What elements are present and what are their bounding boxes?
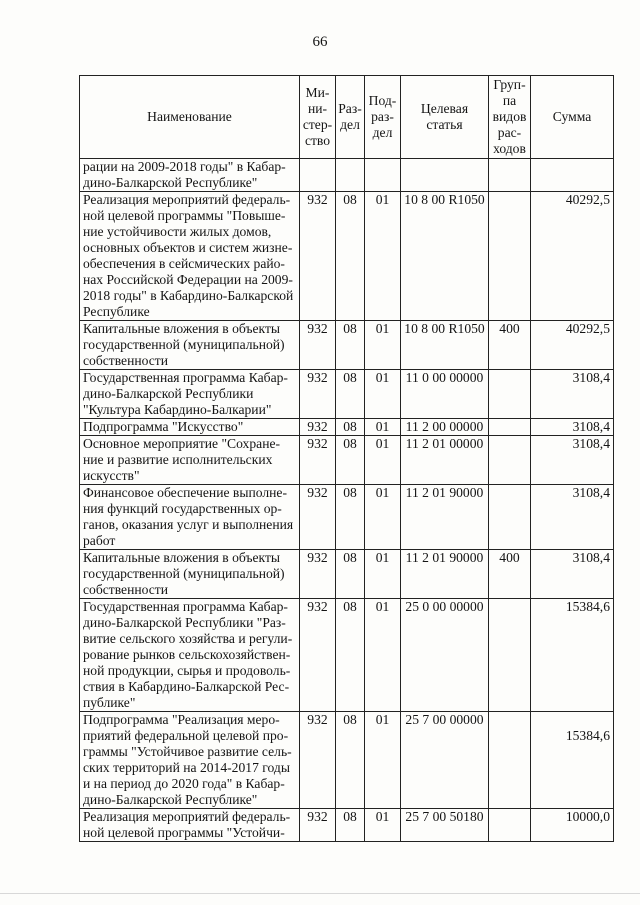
cell-section: 08 bbox=[336, 192, 365, 321]
cell-section: 08 bbox=[336, 809, 365, 842]
cell-section bbox=[336, 159, 365, 192]
cell-section: 08 bbox=[336, 712, 365, 809]
cell-amount: 10000,0 bbox=[531, 809, 614, 842]
cell-expense-group bbox=[489, 159, 531, 192]
cell-amount: 15384,6 bbox=[531, 599, 614, 712]
cell-section: 08 bbox=[336, 436, 365, 485]
cell-section: 08 bbox=[336, 485, 365, 550]
cell-ministry: 932 bbox=[300, 321, 336, 370]
cell-section: 08 bbox=[336, 370, 365, 419]
cell-ministry: 932 bbox=[300, 712, 336, 809]
cell-name: Капитальные вложения в объекты государственной (муниципальной) собственности bbox=[80, 321, 300, 370]
cell-expense-group: 400 bbox=[489, 550, 531, 599]
cell-ministry: 932 bbox=[300, 192, 336, 321]
cell-target-article: 10 8 00 R1050 bbox=[401, 321, 489, 370]
cell-expense-group bbox=[489, 370, 531, 419]
cell-subsection: 01 bbox=[365, 370, 401, 419]
header-expense-group: Груп- па видов рас- ходов bbox=[489, 76, 531, 159]
cell-expense-group bbox=[489, 599, 531, 712]
table-row bbox=[80, 321, 614, 370]
cell-name: Подпрограмма "Реализация меро- приятий федеральной целевой про- граммы "Устойчивое развитие сель- ских территорий на 2014-2017 годы и на период до 2020 года" в Кабар- дино-Балкарской Республике" bbox=[80, 712, 300, 809]
cell-subsection: 01 bbox=[365, 550, 401, 599]
cell-subsection: 01 bbox=[365, 599, 401, 712]
cell-target-article: 25 7 00 00000 bbox=[401, 712, 489, 809]
header-ministry: Ми- ни- стер- ство bbox=[300, 76, 336, 159]
cell-subsection: 01 bbox=[365, 485, 401, 550]
cell-target-article: 25 0 00 00000 bbox=[401, 599, 489, 712]
table-row bbox=[80, 419, 614, 436]
cell-expense-group bbox=[489, 485, 531, 550]
cell-section: 08 bbox=[336, 419, 365, 436]
header-amount: Сумма bbox=[531, 76, 614, 159]
cell-target-article: 10 8 00 R1050 bbox=[401, 192, 489, 321]
cell-name: Капитальные вложения в объекты государственной (муниципальной) собственности bbox=[80, 550, 300, 599]
cell-subsection bbox=[365, 159, 401, 192]
header-section: Раз- дел bbox=[336, 76, 365, 159]
table-row bbox=[80, 712, 614, 809]
cell-amount bbox=[531, 159, 614, 192]
header-subsection: Под- раз- дел bbox=[365, 76, 401, 159]
cell-name: Государственная программа Кабар- дино-Балкарской Республики "Культура Кабардино-Балкарии" bbox=[80, 370, 300, 419]
cell-expense-group bbox=[489, 436, 531, 485]
cell-ministry: 932 bbox=[300, 809, 336, 842]
cell-subsection: 01 bbox=[365, 809, 401, 842]
cell-expense-group bbox=[489, 192, 531, 321]
cell-name: рации на 2009-2018 годы" в Кабар- дино-Балкарской Республике" bbox=[80, 159, 300, 192]
table-row bbox=[80, 809, 614, 842]
cell-name: Государственная программа Кабар- дино-Балкарской Республики "Раз- витие сельского хозяйства и регули- рование рынков сельскохозяйствен- ной продукции, сырья и продоволь- ствия в Кабардино-Балкарской Рес- публике" bbox=[80, 599, 300, 712]
cell-ministry: 932 bbox=[300, 370, 336, 419]
header-name: Наименование bbox=[80, 76, 300, 159]
cell-target-article: 11 2 01 90000 bbox=[401, 485, 489, 550]
table-row bbox=[80, 550, 614, 599]
cell-expense-group: 400 bbox=[489, 321, 531, 370]
cell-target-article bbox=[401, 159, 489, 192]
cell-section: 08 bbox=[336, 550, 365, 599]
cell-subsection: 01 bbox=[365, 419, 401, 436]
cell-ministry: 932 bbox=[300, 485, 336, 550]
table-row bbox=[80, 370, 614, 419]
cell-amount: 3108,4 bbox=[531, 550, 614, 599]
header-target-article: Целевая статья bbox=[401, 76, 489, 159]
cell-target-article: 11 2 01 00000 bbox=[401, 436, 489, 485]
cell-ministry: 932 bbox=[300, 419, 336, 436]
cell-target-article: 11 2 00 00000 bbox=[401, 419, 489, 436]
cell-ministry bbox=[300, 159, 336, 192]
cell-subsection: 01 bbox=[365, 436, 401, 485]
table-row bbox=[80, 599, 614, 712]
cell-expense-group bbox=[489, 419, 531, 436]
table-row bbox=[80, 159, 614, 192]
cell-amount: 40292,5 bbox=[531, 192, 614, 321]
cell-ministry: 932 bbox=[300, 550, 336, 599]
cell-ministry: 932 bbox=[300, 436, 336, 485]
cell-name: Реализация мероприятий федераль- ной целевой программы "Повыше- ние устойчивости жилых домов, основных объектов и систем жизне- обеспечения в сейсмических райо- нах Российской Федерации на 2009- 2018 годы" в Кабардино-Балкарской Республике bbox=[80, 192, 300, 321]
cell-ministry: 932 bbox=[300, 599, 336, 712]
cell-subsection: 01 bbox=[365, 712, 401, 809]
cell-amount: 3108,4 bbox=[531, 419, 614, 436]
table-row bbox=[80, 436, 614, 485]
page-bottom-edge bbox=[0, 893, 640, 894]
cell-name: Реализация мероприятий федераль- ной целевой программы "Устойчи- bbox=[80, 809, 300, 842]
cell-target-article: 11 0 00 00000 bbox=[401, 370, 489, 419]
cell-section: 08 bbox=[336, 599, 365, 712]
cell-name: Финансовое обеспечение выполне- ния функций государственных ор- ганов, оказания услуг и выполнения работ bbox=[80, 485, 300, 550]
cell-amount: 15384,6 bbox=[531, 712, 614, 809]
table-row bbox=[80, 192, 614, 321]
table-body bbox=[80, 159, 614, 842]
cell-amount: 3108,4 bbox=[531, 370, 614, 419]
cell-subsection: 01 bbox=[365, 321, 401, 370]
page-number: 66 bbox=[312, 34, 328, 50]
cell-name: Подпрограмма "Искусство" bbox=[80, 419, 300, 436]
cell-target-article: 25 7 00 50180 bbox=[401, 809, 489, 842]
cell-amount: 40292,5 bbox=[531, 321, 614, 370]
cell-name: Основное мероприятие "Сохране- ние и развитие исполнительских искусств" bbox=[80, 436, 300, 485]
budget-table bbox=[79, 75, 614, 842]
cell-subsection: 01 bbox=[365, 192, 401, 321]
table-row bbox=[80, 485, 614, 550]
cell-target-article: 11 2 01 90000 bbox=[401, 550, 489, 599]
table-header-row bbox=[80, 76, 614, 159]
cell-amount: 3108,4 bbox=[531, 485, 614, 550]
cell-expense-group bbox=[489, 809, 531, 842]
cell-expense-group bbox=[489, 712, 531, 809]
cell-section: 08 bbox=[336, 321, 365, 370]
cell-amount: 3108,4 bbox=[531, 436, 614, 485]
